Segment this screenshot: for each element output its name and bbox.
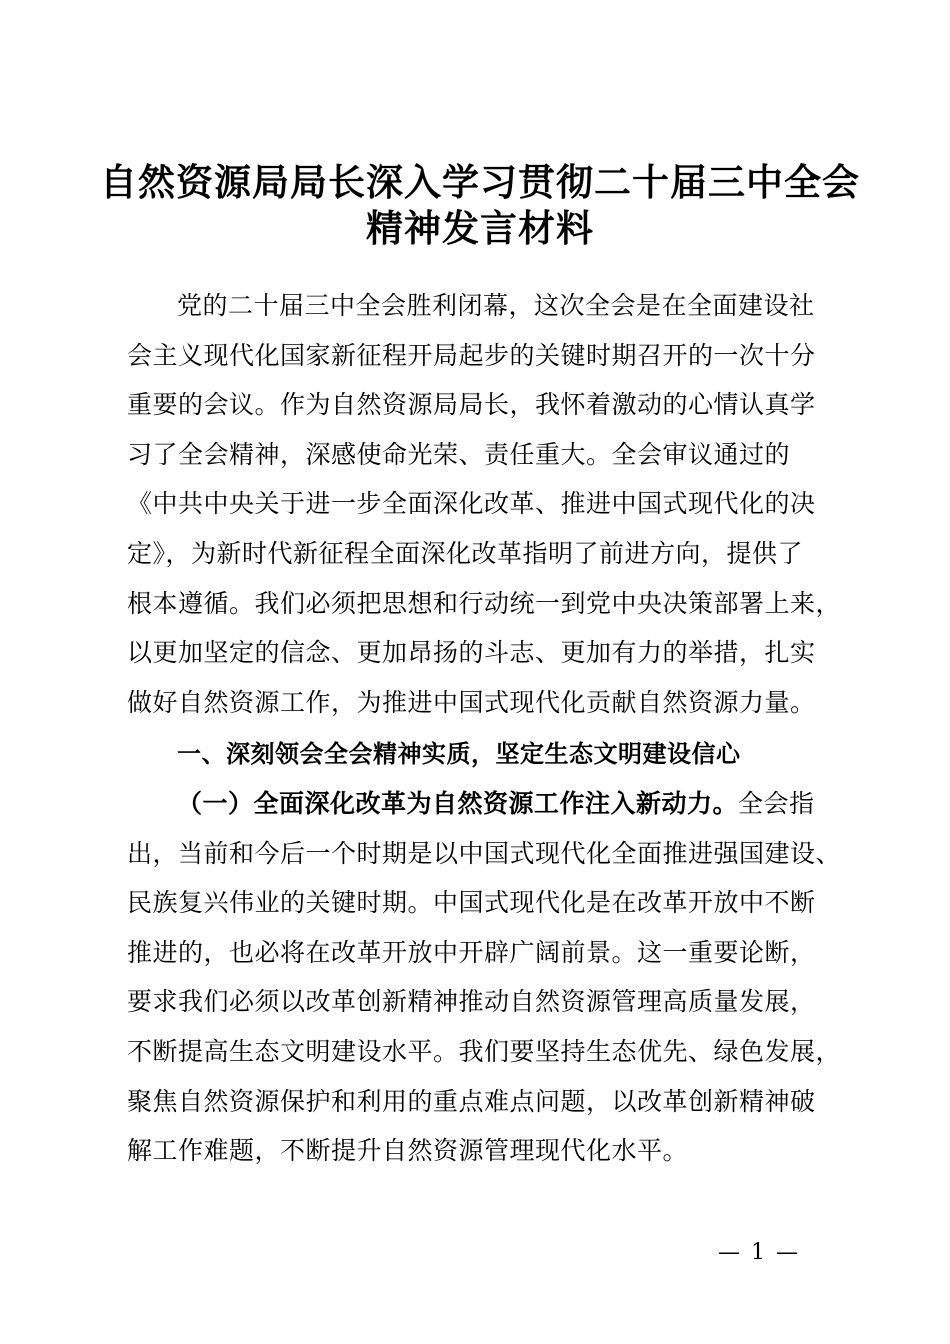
paragraph-line: 做好自然资源工作，为推进中国式现代化贡献自然资源力量。 (127, 687, 816, 717)
paragraph-line: 定》，为新时代新征程全面深化改革指明了前进方向，提供了 (127, 538, 804, 568)
paragraph-line (127, 779, 857, 829)
paragraph-line: 出，当前和今后一个时期是以中国式现代化全面推进强国建设、 (127, 838, 842, 868)
paragraph-line: 党的二十届三中全会胜利闭幕，这次全会是在全面建设社 (177, 291, 815, 320)
paragraph-text: 全会指 (738, 789, 815, 818)
document-title-line-2: 精神发言材料 (366, 207, 594, 250)
paragraph-line: 根本遵循。我们必须把思想和行动统一到党中央决策部署上来， (127, 588, 842, 618)
subsection-lead: （一）全面深化改革为自然资源工作注入新动力。 (177, 789, 739, 818)
paragraph-line: 要求我们必须以改革创新精神推动自然资源管理高质量发展， (127, 987, 816, 1017)
subsection-paragraph (127, 779, 857, 1176)
paragraph-line: 重要的会议。作为自然资源局局长，我怀着激动的心情认真学 (127, 390, 816, 420)
paragraph-line: 不断提高生态文明建设水平。我们要坚持生态优先、绿色发展， (127, 1036, 842, 1066)
paragraph-line: 解工作难题，不断提升自然资源管理现代化水平。 (127, 1136, 689, 1166)
paragraph-line: 以更加坚定的信念、更加昂扬的斗志、更加有力的举措，扎实 (127, 638, 816, 668)
page-number: — 1 — (718, 1240, 800, 1265)
document-title-line-1: 自然资源局局长深入学习贯彻二十届三中全会 (100, 161, 860, 204)
paragraph-line: 会主义现代化国家新征程开局起步的关键时期召开的一次十分 (127, 340, 816, 370)
paragraph-line: 《中共中央关于进一步全面深化改革、推进中国式现代化的决 (127, 489, 816, 519)
paragraph-line: 习了全会精神，深感使命光荣、责任重大。全会审议通过的 (127, 439, 791, 469)
paragraph-line: 民族复兴伟业的关键时期。中国式现代化是在改革开放中不断 (127, 888, 816, 918)
paragraph-line: 推进的，也必将在改革开放中开辟广阔前景。这一重要论断， (127, 937, 816, 967)
paragraph-line: 聚焦自然资源保护和利用的重点难点问题，以改革创新精神破 (127, 1086, 816, 1116)
intro-paragraph (127, 281, 857, 727)
section-heading: 一、深刻领会全会精神实质，坚定生态文明建设信心 (177, 740, 741, 768)
